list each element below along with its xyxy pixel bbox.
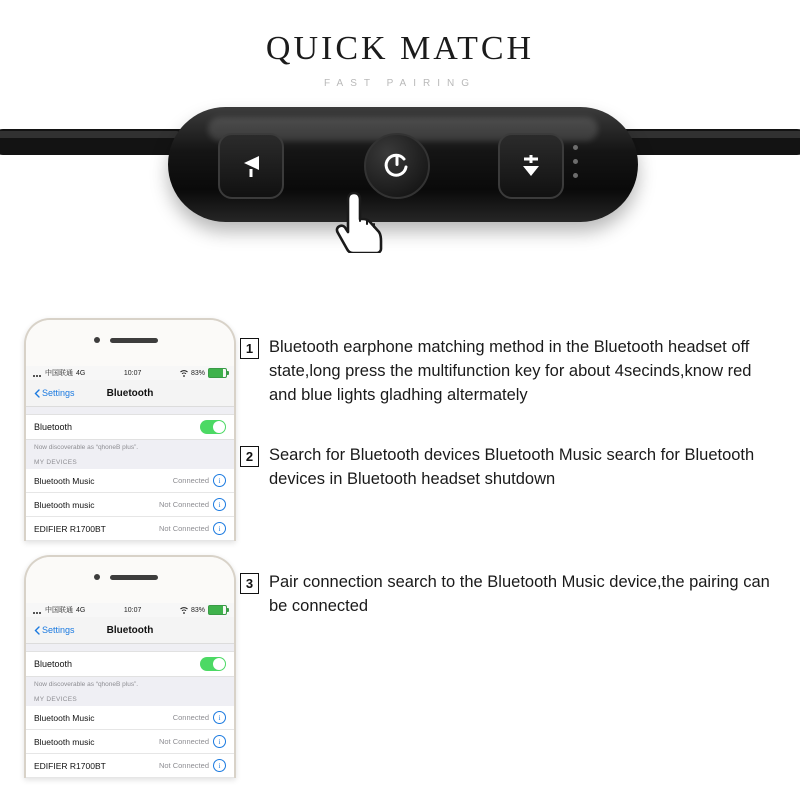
discoverable-note: Now discoverable as “qhoneB plus”. [34, 444, 139, 451]
info-icon[interactable]: i [213, 735, 226, 748]
network-label: 4G [76, 369, 86, 377]
step-2-text: Search for Bluetooth devices Bluetooth Music search for Bluetooth devices in Bluetooth headset shutdown [269, 445, 755, 488]
next-track-icon [518, 153, 544, 179]
device-status: Connected [172, 713, 209, 722]
front-camera-icon [94, 337, 100, 343]
device-name: Bluetooth Music [34, 712, 95, 723]
phone-top-bezel [26, 320, 234, 366]
device-name: EDIFIER R1700BT [34, 760, 106, 771]
wifi-icon [180, 370, 188, 377]
clock-label: 10:07 [123, 369, 142, 377]
bluetooth-toggle-row[interactable] [26, 651, 234, 677]
device-list-item[interactable] [26, 730, 234, 754]
earphone-remote-illustration [0, 107, 800, 287]
device-list-item[interactable] [26, 517, 234, 541]
iphone-frame [24, 555, 236, 778]
bluetooth-label: Bluetooth [34, 659, 73, 669]
microphone-holes-icon [573, 145, 578, 178]
network-label: 4G [76, 606, 86, 614]
battery-icon [208, 605, 227, 615]
power-button[interactable] [364, 133, 430, 199]
info-icon[interactable]: i [213, 711, 226, 724]
signal-icon [33, 607, 42, 614]
back-button-label: Settings [42, 388, 75, 398]
navigation-bar [26, 380, 234, 407]
previous-track-icon [238, 153, 264, 179]
device-status: Not Connected [158, 524, 209, 533]
step-3-text: Pair connection search to the Bluetooth Music device,the pairing can be connected [269, 573, 770, 615]
phone-screenshot-1 [0, 318, 240, 541]
power-icon [382, 151, 412, 181]
status-bar [26, 366, 234, 380]
phone-screenshot-2 [0, 555, 240, 778]
bluetooth-toggle-row[interactable] [26, 414, 234, 440]
battery-percent-label: 83% [190, 606, 205, 614]
device-name: EDIFIER R1700BT [34, 523, 106, 534]
earpiece-speaker-icon [110, 575, 158, 580]
device-list-item[interactable] [26, 469, 234, 493]
steps-column-top [240, 318, 800, 492]
settings-panel [26, 644, 234, 778]
device-status: Not Connected [158, 500, 209, 509]
bluetooth-toggle[interactable] [200, 420, 226, 434]
device-list-item[interactable] [26, 493, 234, 517]
step-3-number: 3 [240, 573, 259, 594]
carrier-label: 中国联通 [45, 607, 73, 614]
step-3 [240, 571, 780, 619]
page-subtitle: FAST PAIRING [324, 78, 476, 89]
pointing-hand-cursor-icon [330, 191, 390, 253]
clock-label: 10:07 [123, 606, 142, 614]
step-2-number: 2 [240, 446, 259, 467]
next-track-button[interactable] [498, 133, 564, 199]
step-1-number: 1 [240, 338, 259, 359]
device-list-item[interactable] [26, 706, 234, 730]
info-icon[interactable]: i [213, 522, 226, 535]
battery-icon [208, 368, 227, 378]
my-devices-header: MY DEVICES [34, 459, 77, 466]
info-icon[interactable]: i [213, 474, 226, 487]
page-header [0, 0, 800, 89]
carrier-label: 中国联通 [45, 370, 73, 377]
signal-icon [33, 370, 42, 377]
nav-title: Bluetooth [106, 624, 154, 636]
front-camera-icon [94, 574, 100, 580]
steps-column-bottom [240, 555, 800, 619]
device-name: Bluetooth music [34, 736, 95, 747]
device-name: Bluetooth music [34, 499, 95, 510]
page-title: QUICK MATCH [265, 30, 535, 67]
info-icon[interactable]: i [213, 498, 226, 511]
step-1-text: Bluetooth earphone matching method in the Bluetooth headset off state,long press the multifunction key for about 4secinds,know red and blue lights gladhing altermately [269, 338, 752, 404]
remote-control-module [168, 107, 638, 222]
step-1 [240, 336, 780, 408]
my-devices-header: MY DEVICES [34, 696, 77, 703]
device-list-item[interactable] [26, 754, 234, 778]
back-button-label: Settings [42, 625, 75, 635]
previous-track-button[interactable] [218, 133, 284, 199]
device-status: Connected [172, 476, 209, 485]
navigation-bar [26, 617, 234, 644]
settings-panel [26, 407, 234, 541]
status-bar [26, 603, 234, 617]
device-name: Bluetooth Music [34, 475, 95, 486]
instruction-row-1 [0, 318, 800, 541]
device-status: Not Connected [158, 761, 209, 770]
nav-title: Bluetooth [106, 387, 154, 399]
step-2 [240, 444, 780, 492]
instructions-section [0, 318, 800, 778]
phone-top-bezel [26, 557, 234, 603]
iphone-frame [24, 318, 236, 541]
earpiece-speaker-icon [110, 338, 158, 343]
info-icon[interactable]: i [213, 759, 226, 772]
wifi-icon [180, 607, 188, 614]
instruction-row-2 [0, 555, 800, 778]
discoverable-note: Now discoverable as “qhoneB plus”. [34, 681, 139, 688]
bluetooth-toggle[interactable] [200, 657, 226, 671]
battery-percent-label: 83% [190, 369, 205, 377]
bluetooth-label: Bluetooth [34, 422, 73, 432]
device-status: Not Connected [158, 737, 209, 746]
